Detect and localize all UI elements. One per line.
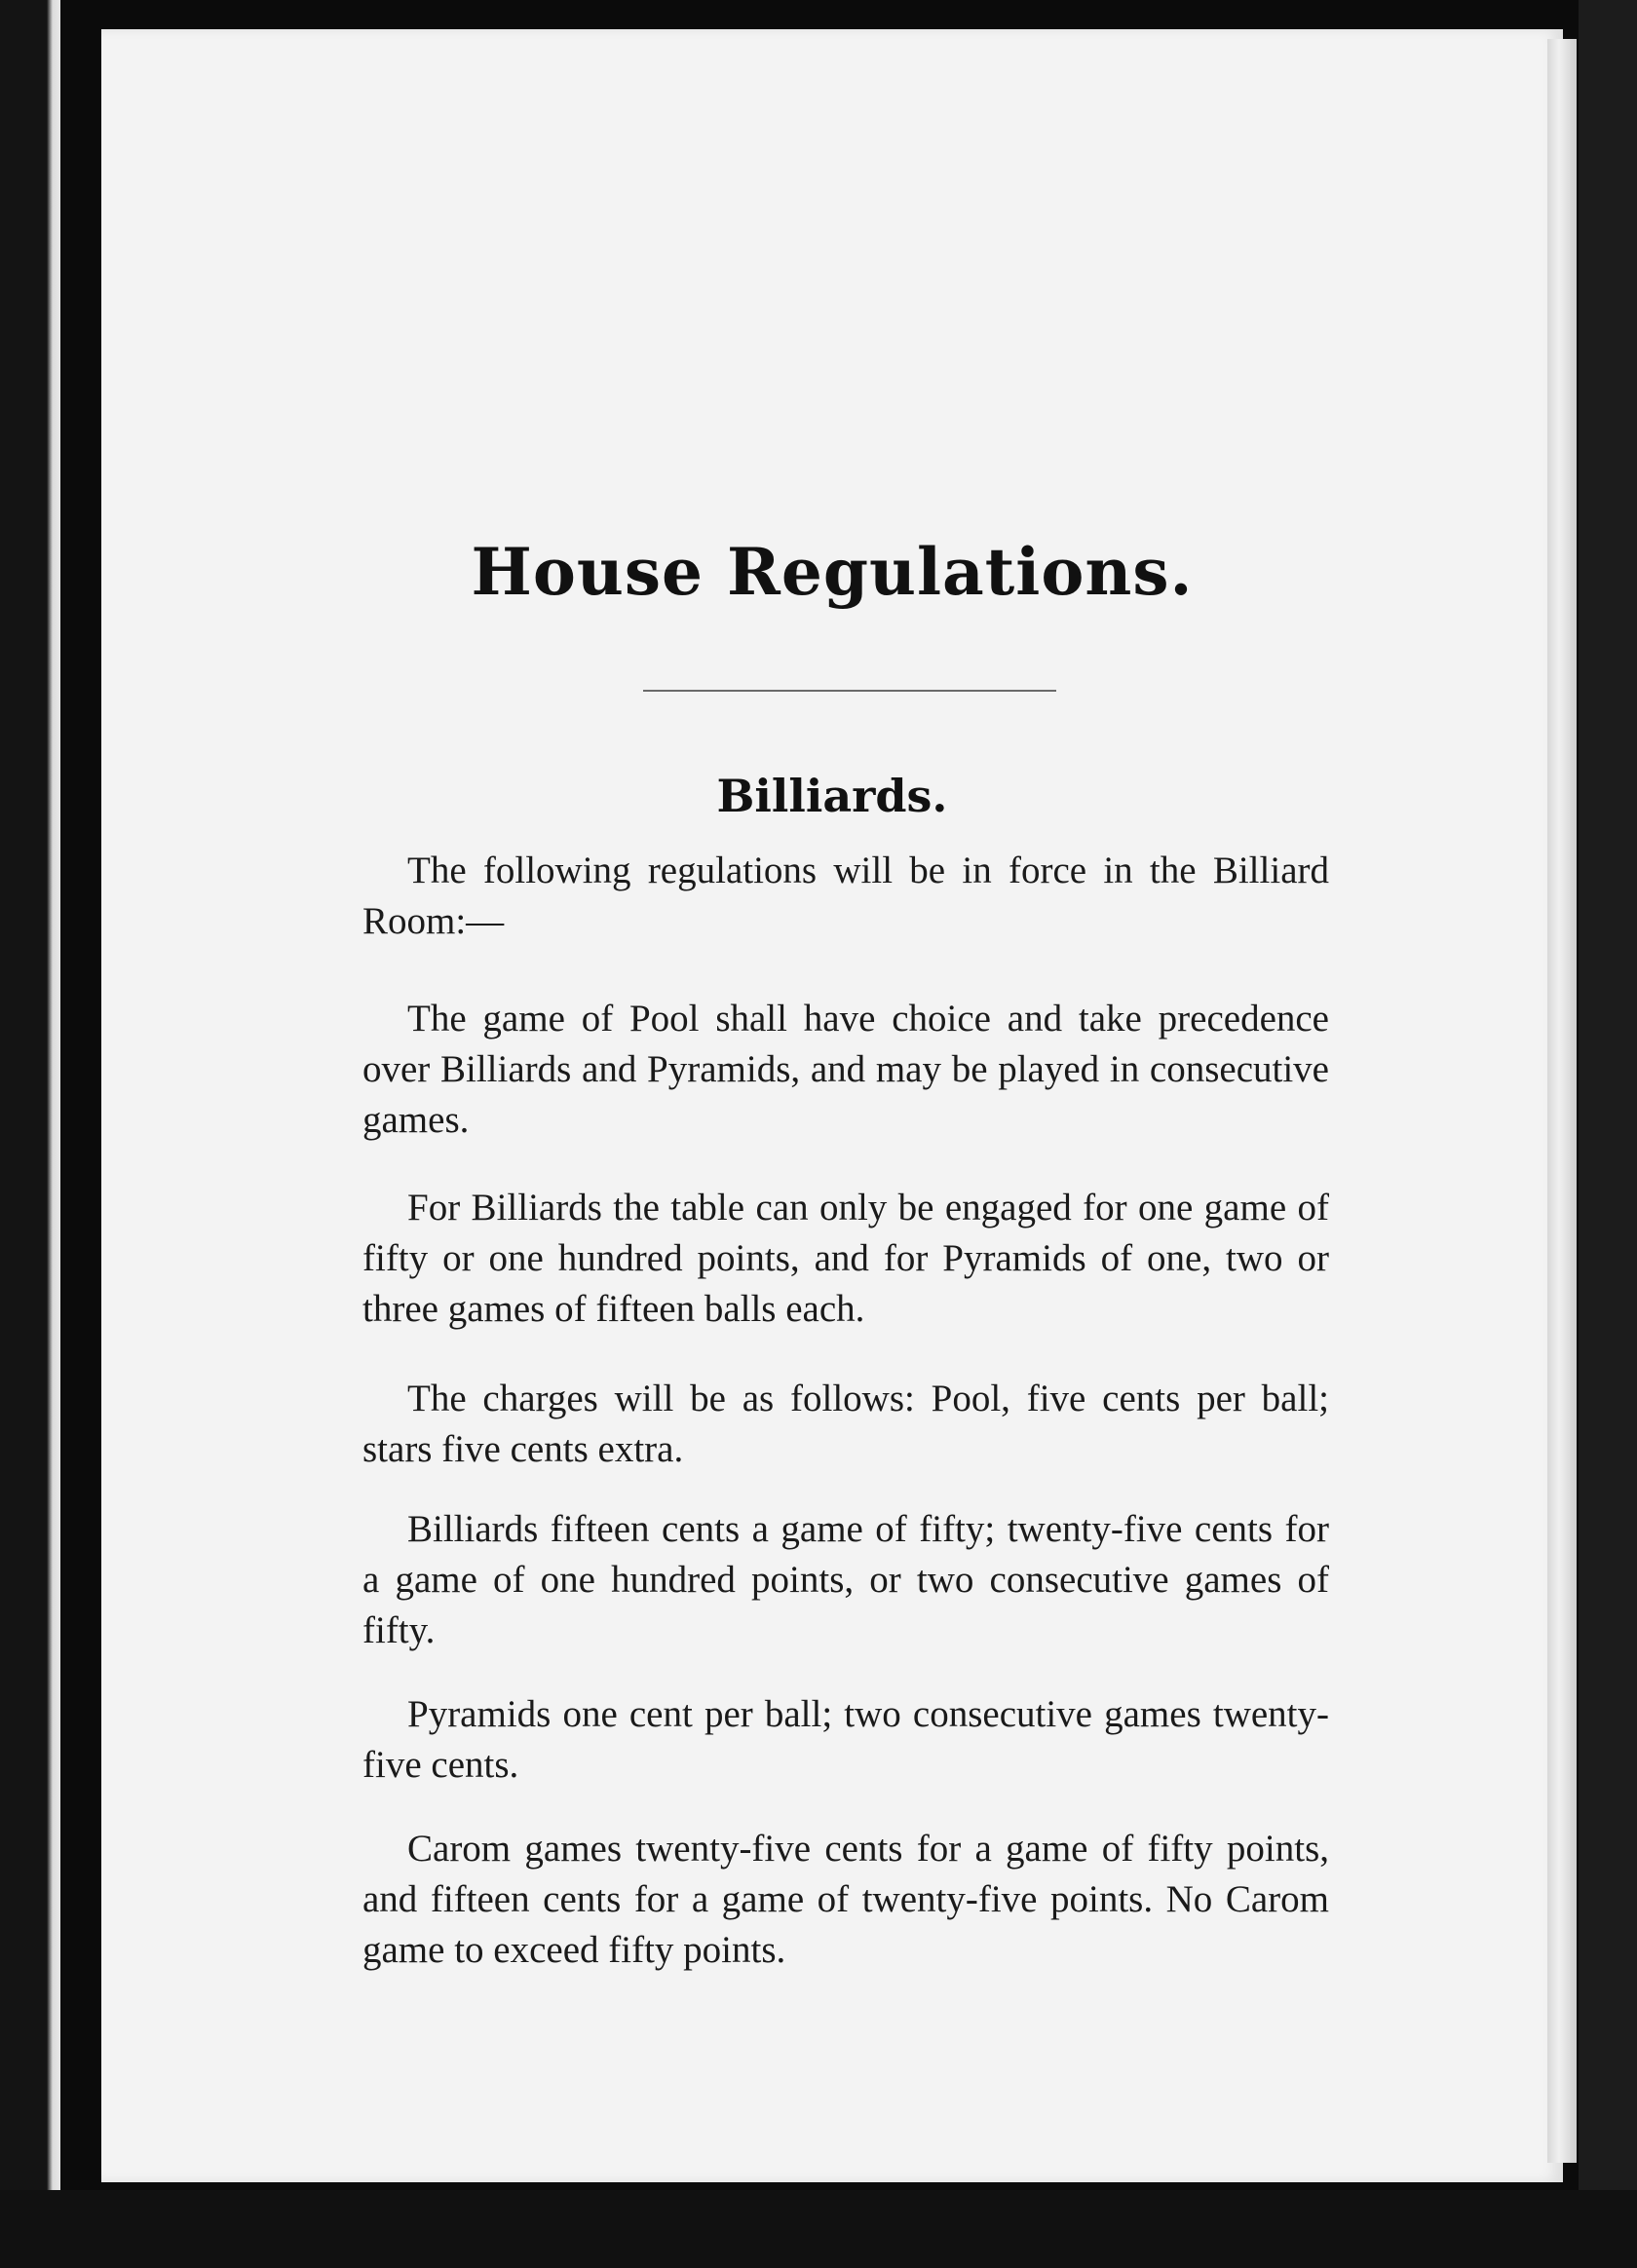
regulations-body xyxy=(362,846,1329,2015)
paragraph-pool-precedence: The game of Pool shall have choice and take precedence over Billiards and Pyramids, and may be played in consecutive games. xyxy=(362,998,1329,1141)
section-heading: Billiards. xyxy=(716,770,948,822)
page-edge xyxy=(1547,39,1577,2163)
paragraph-intro: The following regulations will be in force in the Billiard Room:— xyxy=(362,850,1329,942)
paragraph-carom-charges: Carom games twenty-five cents for a game of fifty points, and fifteen cents for a game of twenty-five points. No Carom game to exceed fifty points. xyxy=(362,1828,1329,1971)
book-left-edge xyxy=(0,0,60,2268)
page-title: House Regulations. xyxy=(471,534,1194,610)
title-divider xyxy=(643,690,1056,692)
book-cover-right xyxy=(1579,0,1637,2268)
paragraph-pool-charges: The charges will be as follows: Pool, five cents per ball; stars five cents extra. xyxy=(362,1378,1329,1470)
book-bottom-edge xyxy=(0,2190,1637,2268)
paragraph-pyramids-charges: Pyramids one cent per ball; two consecutive games twenty-five cents. xyxy=(362,1693,1329,1786)
paragraph-table-engagement: For Billiards the table can only be engaged for one game of fifty or one hundred points, and for Pyramids of one, two or three games of fifteen balls each. xyxy=(362,1187,1329,1330)
paragraph-billiards-charges: Billiards fifteen cents a game of fifty; twenty-five cents for a game of one hundred points, or two consecutive games of fifty. xyxy=(362,1508,1329,1651)
